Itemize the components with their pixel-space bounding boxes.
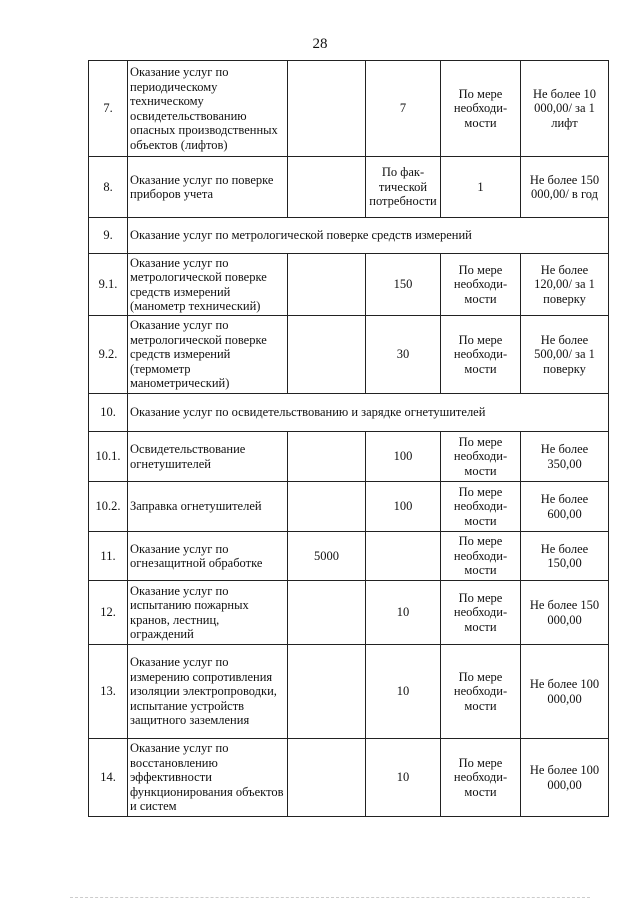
cell-col6: Не более 100 000,00 xyxy=(521,645,609,739)
table-row-10-2 xyxy=(89,482,609,532)
cell-col5: По мере необходи-мости xyxy=(441,482,521,532)
cell-col3 xyxy=(288,482,366,532)
service-name: Оказание услуг по испытанию пожарных кранов, лестниц, ограждений xyxy=(128,581,288,645)
row-number: 8. xyxy=(89,157,128,218)
cell-col5: По мере необходи-мости xyxy=(441,645,521,739)
cell-col5: По мере необходи-мости xyxy=(441,316,521,394)
row-number: 9.2. xyxy=(89,316,128,394)
cell-col5: По мере необходи-мости xyxy=(441,532,521,581)
cell-col6: Не более 10 000,00/ за 1 лифт xyxy=(521,61,609,157)
table-row-10-1 xyxy=(89,432,609,482)
cell-col3: 5000 xyxy=(288,532,366,581)
cell-col3 xyxy=(288,739,366,817)
cell-col3 xyxy=(288,432,366,482)
row-number: 10.1. xyxy=(89,432,128,482)
row-number: 7. xyxy=(89,61,128,157)
section-number: 9. xyxy=(89,218,128,254)
table-row-14 xyxy=(89,739,609,817)
cell-col3 xyxy=(288,254,366,316)
cell-col5: По мере необходи-мости xyxy=(441,432,521,482)
cell-col6: Не более 350,00 xyxy=(521,432,609,482)
row-number: 13. xyxy=(89,645,128,739)
service-name: Оказание услуг по восстановлению эффективности функционирования объектов и систем xyxy=(128,739,288,817)
cell-col6: Не более 100 000,00 xyxy=(521,739,609,817)
cell-col6: Не более 150,00 xyxy=(521,532,609,581)
service-name: Заправка огнетушителей xyxy=(128,482,288,532)
cell-col5: По мере необходи-мости xyxy=(441,61,521,157)
cell-col3 xyxy=(288,645,366,739)
service-name: Оказание услуг по метрологической поверке средств измерений (термометр манометрический) xyxy=(128,316,288,394)
cell-col5: По мере необходи-мости xyxy=(441,739,521,817)
table-row-9-2 xyxy=(89,316,609,394)
page-number: 28 xyxy=(312,36,328,52)
row-number: 12. xyxy=(89,581,128,645)
cell-col4: По фак-тической потребности xyxy=(366,157,441,218)
cell-col3 xyxy=(288,581,366,645)
cell-col5: По мере необходи-мости xyxy=(441,581,521,645)
cell-col5: 1 xyxy=(441,157,521,218)
service-name: Оказание услуг по огнезащитной обработке xyxy=(128,532,288,581)
cell-col3 xyxy=(288,316,366,394)
table-row-8 xyxy=(89,157,609,218)
section-row-10 xyxy=(89,394,609,432)
cell-col4: 150 xyxy=(366,254,441,316)
table-row-11 xyxy=(89,532,609,581)
table-row-13 xyxy=(89,645,609,739)
section-row-9 xyxy=(89,218,609,254)
section-title: Оказание услуг по освидетельствованию и зарядке огнетушителей xyxy=(128,394,609,432)
service-name: Освидетельствование огнетушителей xyxy=(128,432,288,482)
cell-col4: 10 xyxy=(366,581,441,645)
cell-col4: 100 xyxy=(366,432,441,482)
cell-col4: 7 xyxy=(366,61,441,157)
service-name: Оказание услуг по измерению сопротивления изоляции электропроводки, испытание устройств защитного заземления xyxy=(128,645,288,739)
table-row-12 xyxy=(89,581,609,645)
cell-col5: По мере необходи-мости xyxy=(441,254,521,316)
cell-col6: Не более 150 000,00/ в год xyxy=(521,157,609,218)
table-row-9-1 xyxy=(89,254,609,316)
row-number: 9.1. xyxy=(89,254,128,316)
cell-col4: 30 xyxy=(366,316,441,394)
row-number: 14. xyxy=(89,739,128,817)
services-table xyxy=(88,60,609,817)
cell-col4: 100 xyxy=(366,482,441,532)
service-name: Оказание услуг по поверке приборов учета xyxy=(128,157,288,218)
cell-col4: 10 xyxy=(366,645,441,739)
section-number: 10. xyxy=(89,394,128,432)
cell-col3 xyxy=(288,61,366,157)
cell-col3 xyxy=(288,157,366,218)
row-number: 11. xyxy=(89,532,128,581)
cell-col4: 10 xyxy=(366,739,441,817)
row-number: 10.2. xyxy=(89,482,128,532)
service-name: Оказание услуг по метрологической поверке средств измерений (манометр технический) xyxy=(128,254,288,316)
table-row-7 xyxy=(89,61,609,157)
cell-col6: Не более 500,00/ за 1 поверку xyxy=(521,316,609,394)
cell-col6: Не более 120,00/ за 1 поверку xyxy=(521,254,609,316)
section-title: Оказание услуг по метрологической поверке средств измерений xyxy=(128,218,609,254)
scan-footer-line xyxy=(70,897,590,898)
cell-col6: Не более 600,00 xyxy=(521,482,609,532)
cell-col4 xyxy=(366,532,441,581)
service-name: Оказание услуг по периодическому техническому освидетельствованию опасных производственных объектов (лифтов) xyxy=(128,61,288,157)
cell-col6: Не более 150 000,00 xyxy=(521,581,609,645)
